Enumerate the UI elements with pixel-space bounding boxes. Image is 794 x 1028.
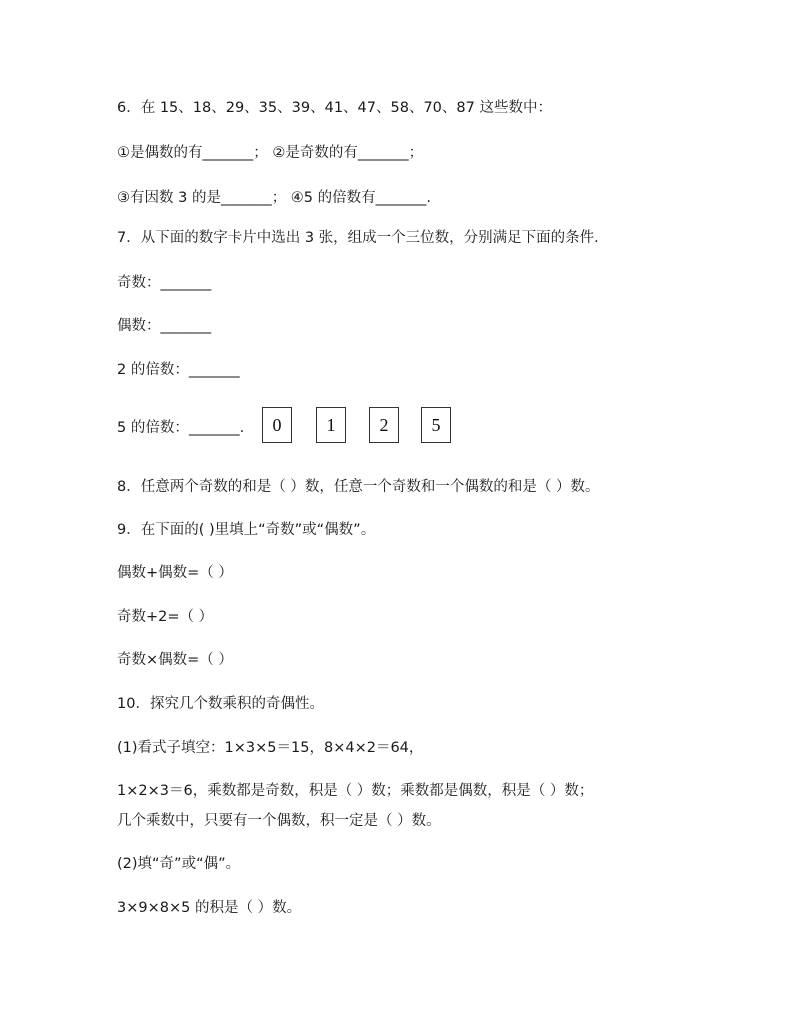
question-7-odd: 奇数：_______ [117,275,212,291]
question-7-even: 偶数：_______ [117,318,212,334]
question-10-part-1-line-1: 1×2×3＝6，乘数都是奇数，积是（ ）数；乘数都是偶数，积是（ ）数； [117,783,594,799]
question-7-stem: 7．从下面的数字卡片中选出 3 张，组成一个三位数，分别满足下面的条件. [117,230,599,246]
question-9-item-c: 奇数×偶数=（ ） [117,652,233,668]
question-7-multiple-5: 5 的倍数：_______. [117,420,245,436]
question-9-item-b: 奇数+2=（ ） [117,609,214,625]
digit-cards [262,407,462,447]
digit-card: 1 [316,407,346,443]
question-9-stem: 9．在下面的( )里填上“奇数”或“偶数”。 [117,522,376,538]
digit-card: 5 [421,407,451,443]
question-7-multiple-2: 2 的倍数：_______ [117,362,240,378]
question-10-part-1-line-2: 几个乘数中，只要有一个偶数，积一定是（ ）数。 [117,813,441,829]
question-9-item-a: 偶数+偶数=（ ） [117,565,233,581]
question-10-part-2-line-1: 3×9×8×5 的积是（ ）数。 [117,900,302,916]
question-10-stem: 10．探究几个数乘积的奇偶性。 [117,696,324,712]
question-10-part-2-stem: (2)填“奇”或“偶”。 [117,856,241,872]
question-10-part-1-stem: (1)看式子填空：1×3×5＝15，8×4×2＝64， [117,740,424,756]
question-6-row-1: ①是偶数的有_______； ②是奇数的有_______； [117,145,424,161]
question-6-stem: 6．在 15、18、29、35、39、41、47、58、70、87 这些数中： [117,100,552,116]
question-8-stem: 8．任意两个奇数的和是（ ）数，任意一个奇数和一个偶数的和是（ ）数。 [117,479,600,495]
digit-card: 0 [262,407,292,443]
question-6-row-2: ③有因数 3 的是_______； ④5 的倍数有_______. [117,190,431,206]
digit-card: 2 [369,407,399,443]
